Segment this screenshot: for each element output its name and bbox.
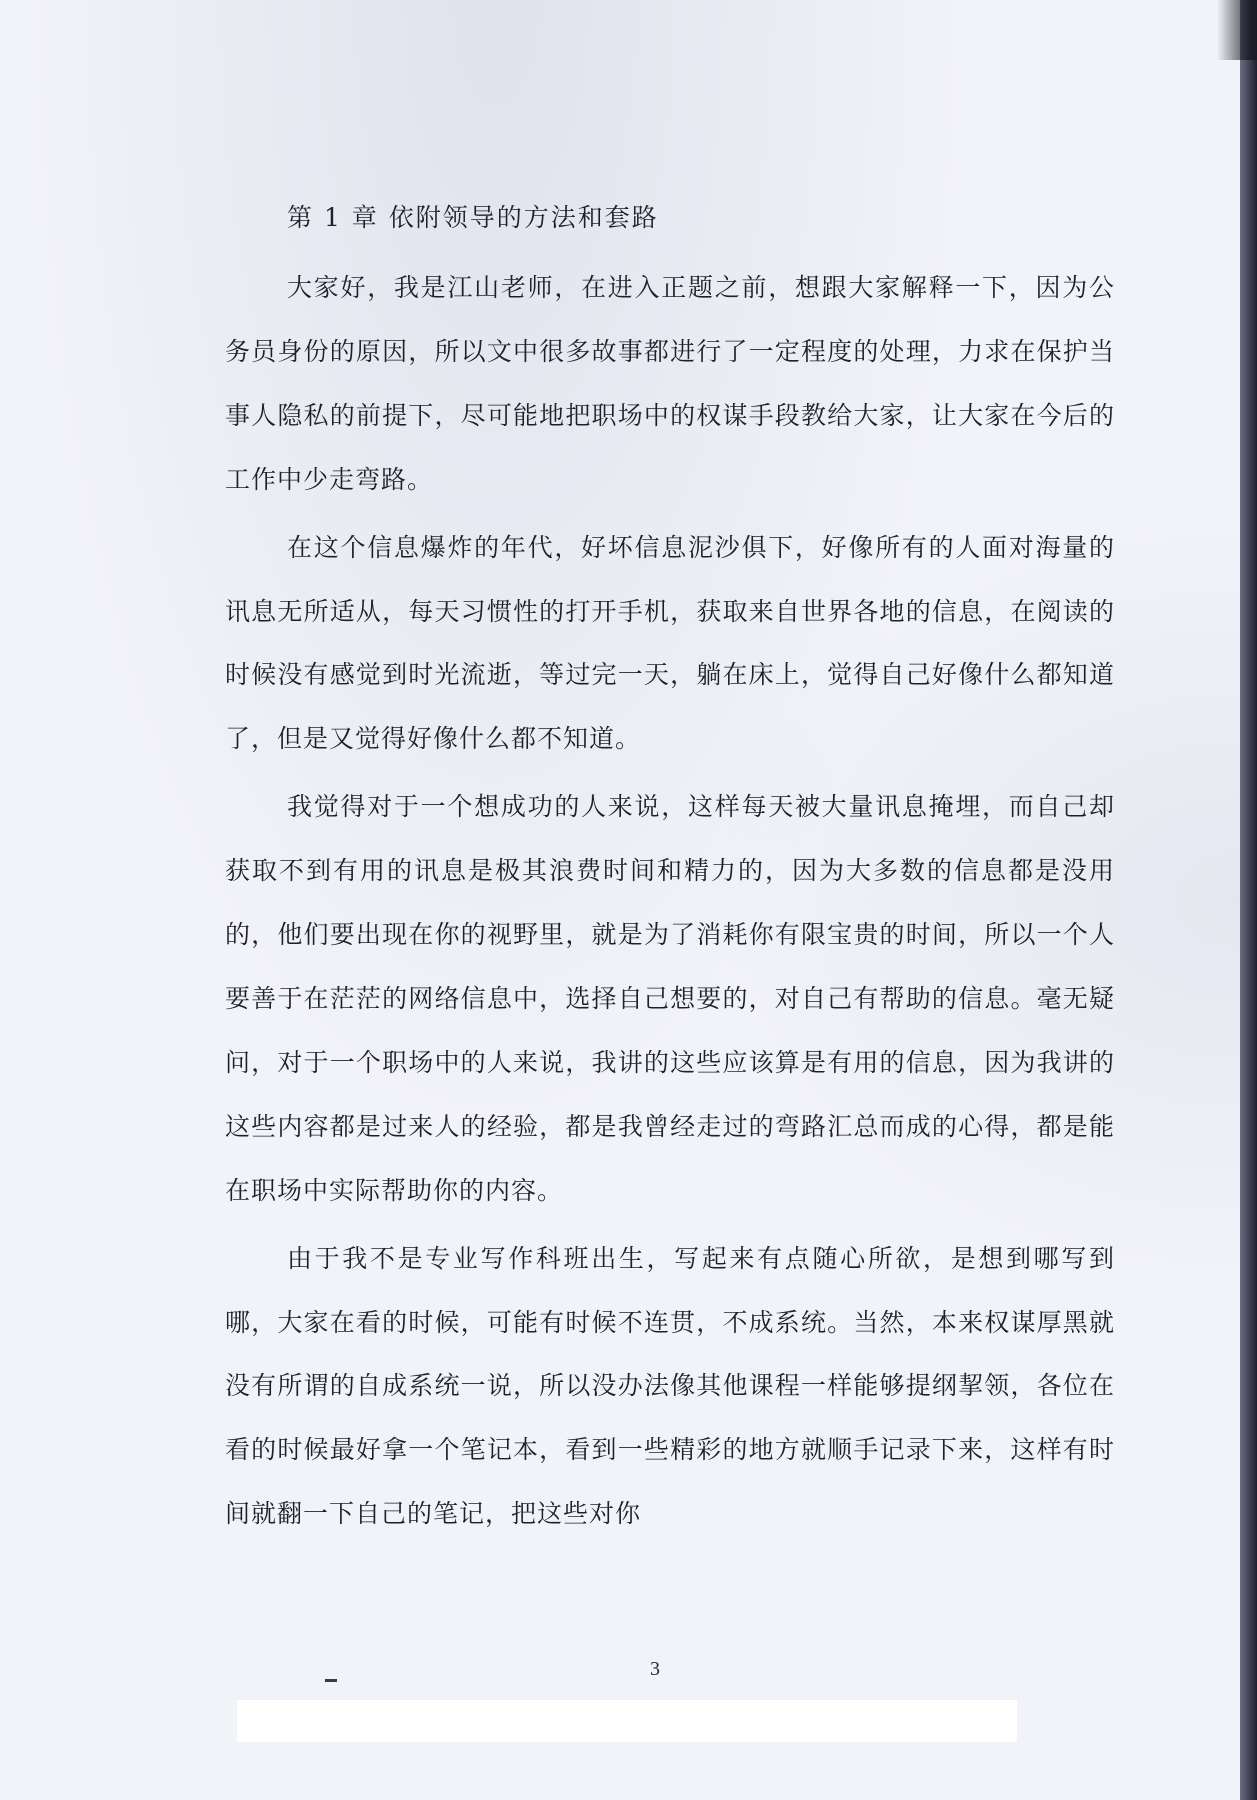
paragraph: 在这个信息爆炸的年代，好坏信息泥沙俱下，好像所有的人面对海量的讯息无所适从，每天习惯性的打开手机，获取来自世界各地的信息，在阅读的时候没有感觉到时光流逝，等过完一天，躺在床上，觉得自己好像什么都知道了，但是又觉得好像什么都不知道。 (225, 532, 1115, 754)
scan-mark (325, 1679, 337, 1682)
paragraph: 我觉得对于一个想成功的人来说，这样每天被大量讯息掩埋，而自己却获取不到有用的讯息是极其浪费时间和精力的，因为大多数的信息都是没用的，他们要出现在你的视野里，就是为了消耗你有限宝贵的时间，所以一个人要善于在茫茫的网络信息中，选择自己想要的，对自己有帮助的信息。毫无疑问，对于一个职场中的人来说，我讲的这些应该算是有用的信息，因为我讲的这些内容都是过来人的经验，都是我曾经走过的弯路汇总而成的心得，都是能在职场中实际帮助你的内容。 (225, 792, 1115, 1205)
scan-edge (1240, 0, 1257, 1800)
scan-corner-shadow (1217, 0, 1257, 60)
redaction-box (237, 1700, 1017, 1742)
paragraph: 由于我不是专业写作科班出生，写起来有点随心所欲，是想到哪写到哪，大家在看的时候，可能有时候不连贯，不成系统。当然，本来权谋厚黑就没有所谓的自成系统一说，所以没办法像其他课程一样能够提纲挈领，各位在看的时候最好拿一个笔记本，看到一些精彩的地方就顺手记录下来，这样有时间就翻一下自己的笔记，把这些对你 (225, 1243, 1115, 1529)
chapter-title: 第 1 章 依附领导的方法和套路 (287, 203, 659, 232)
body-text (225, 256, 1115, 1550)
page-number: 3 (650, 1658, 660, 1680)
paragraph: 大家好，我是江山老师，在进入正题之前，想跟大家解释一下，因为公务员身份的原因，所以文中很多故事都进行了一定程度的处理，力求在保护当事人隐私的前提下，尽可能地把职场中的权谋手段教给大家，让大家在今后的工作中少走弯路。 (225, 273, 1115, 494)
